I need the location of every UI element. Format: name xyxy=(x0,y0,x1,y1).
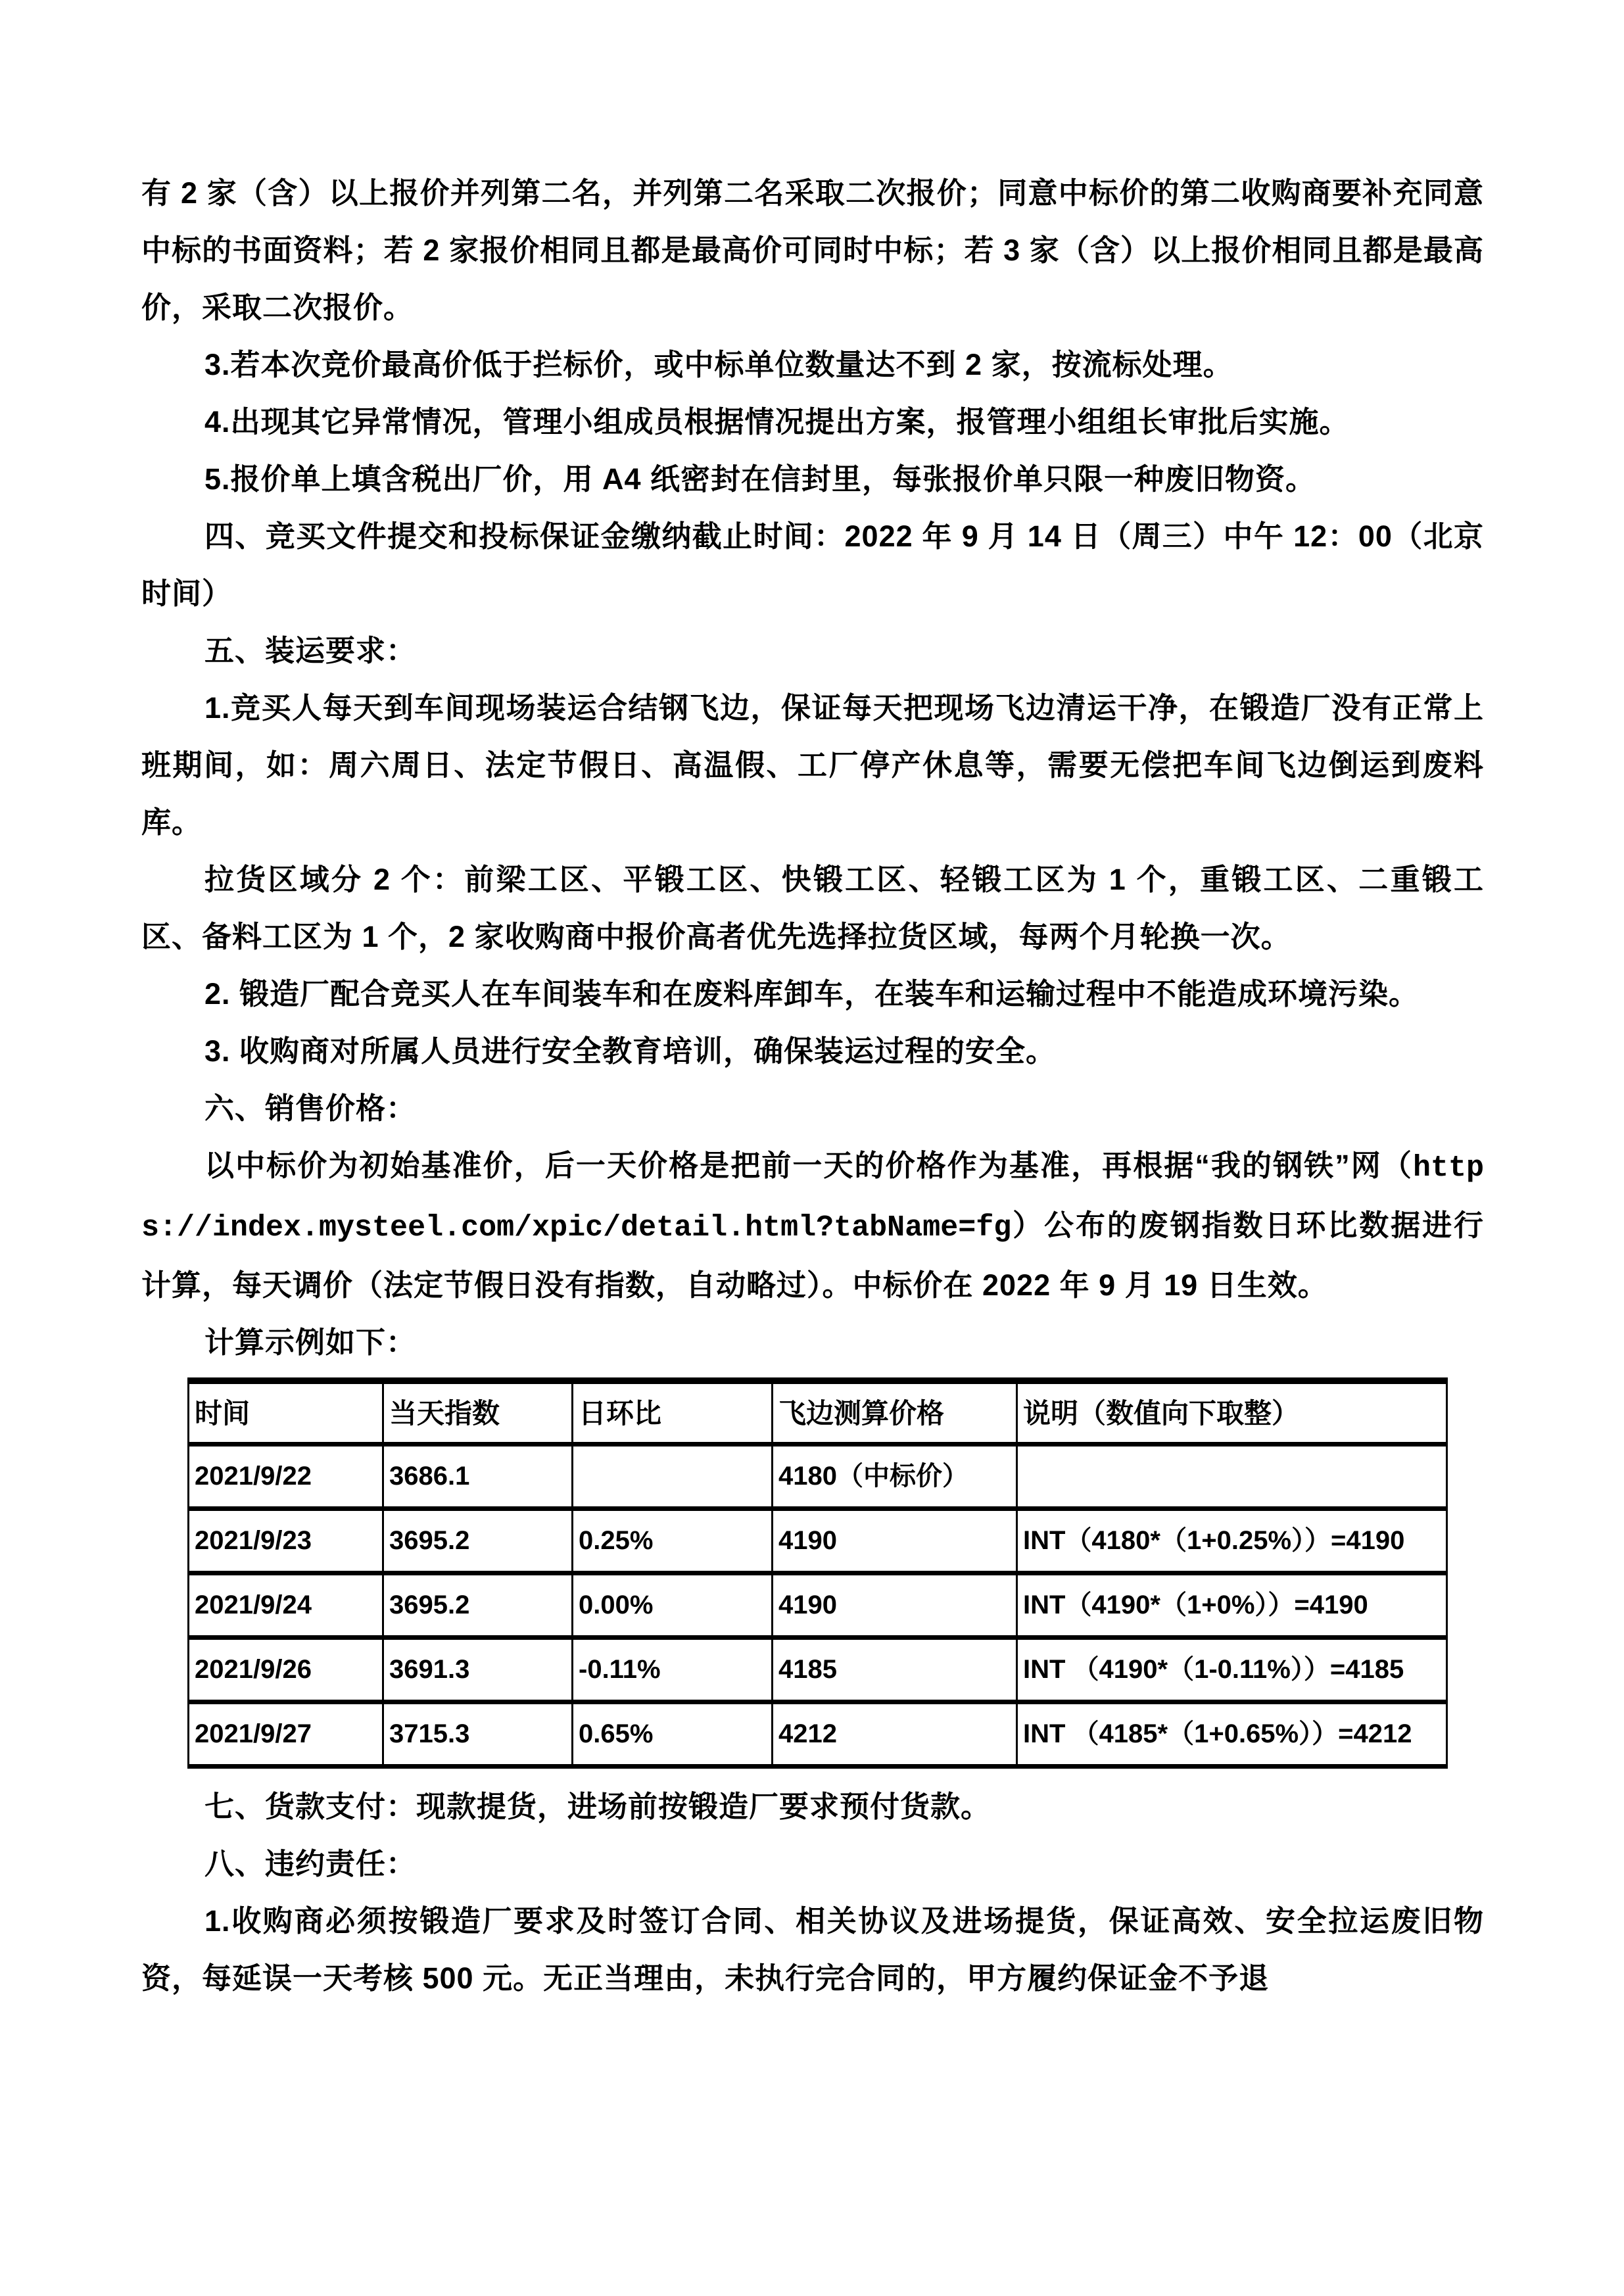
paragraph-continuation-second-bid: 有 2 家（含）以上报价并列第二名，并列第二名采取二次报价；同意中标价的第二收购商要补充同意中标的书面资料；若 2 家报价相同且都是最高价可同时中标；若 3 家（含）以上报价相同且都是最高价，采取二次报价。 xyxy=(141,176,1484,324)
table-cell: INT （4185*（1+0.65%））=4212 xyxy=(1017,1702,1447,1767)
section-7-payment: 七、货款支付：现款提货，进场前按锻造厂要求预付货款。 xyxy=(204,1790,991,1823)
table-row xyxy=(189,1445,1447,1509)
table-cell xyxy=(573,1445,773,1509)
calc-example-label: 计算示例如下： xyxy=(204,1326,417,1359)
table-cell: 2021/9/24 xyxy=(189,1573,383,1638)
table-row xyxy=(189,1702,1447,1767)
column-header-ratio: 日环比 xyxy=(573,1381,773,1445)
table-cell: 4180（中标价） xyxy=(773,1445,1017,1509)
table-cell: INT （4190*（1-0.11%））=4185 xyxy=(1017,1638,1447,1702)
column-header-index: 当天指数 xyxy=(383,1381,573,1445)
price-description-pre: 以中标价为初始基准价，后一天价格是把前一天的价格作为基准，再根据“我的钢铁”网（ xyxy=(204,1149,1413,1182)
table-cell: 4190 xyxy=(773,1509,1017,1573)
column-header-note: 说明（数值向下取整） xyxy=(1017,1381,1447,1445)
table-row xyxy=(189,1509,1447,1573)
price-description xyxy=(141,1137,1484,1314)
shipping-item-1: 1.竞买人每天到车间现场装运合结钢飞边，保证每天把现场飞边清运干净，在锻造厂没有正常上班期间，如：周六周日、法定节假日、高温假、工厂停产休息等，需要无偿把车间飞边倒运到废料库。 xyxy=(141,691,1484,839)
table-cell: 3695.2 xyxy=(383,1573,573,1638)
table-cell xyxy=(1017,1445,1447,1509)
table-row xyxy=(189,1638,1447,1702)
shipping-item-2: 2. 锻造厂配合竞买人在车间装车和在废料库卸车，在装车和运输过程中不能造成环境污染。 xyxy=(204,977,1420,1011)
section-4-deadline: 四、竞买文件提交和投标保证金缴纳截止时间：2022 年 9 月 14 日（周三）中午 12：00（北京时间） xyxy=(141,519,1484,610)
liability-item-1: 1.收购商必须按锻造厂要求及时签订合同、相关协议及进场提货，保证高效、安全拉运废旧物资，每延误一天考核 500 元。无正当理由，未执行完合同的，甲方履约保证金不予退 xyxy=(141,1904,1484,1995)
table-cell: 4190 xyxy=(773,1573,1017,1638)
paragraph-item-4-exceptions: 4.出现其它异常情况，管理小组成员根据情况提出方案，报管理小组组长审批后实施。 xyxy=(204,405,1350,439)
table-cell: 4185 xyxy=(773,1638,1017,1702)
column-header-time: 时间 xyxy=(189,1381,383,1445)
table-cell: 2021/9/27 xyxy=(189,1702,383,1767)
table-cell: 3695.2 xyxy=(383,1509,573,1573)
table-header-row xyxy=(189,1381,1447,1445)
shipping-item-3: 3. 收购商对所属人员进行安全教育培训，确保装运过程的安全。 xyxy=(204,1034,1057,1068)
section-8-liability-heading: 八、违约责任： xyxy=(204,1847,417,1880)
paragraph-item-3-flow-bid: 3.若本次竞价最高价低于拦标价，或中标单位数量达不到 2 家，按流标处理。 xyxy=(204,348,1233,381)
table-cell: 0.00% xyxy=(573,1573,773,1638)
table-cell: 0.65% xyxy=(573,1702,773,1767)
table-cell: INT（4180*（1+0.25%））=4190 xyxy=(1017,1509,1447,1573)
table-cell: -0.11% xyxy=(573,1638,773,1702)
table-cell: 3686.1 xyxy=(383,1445,573,1509)
table-cell: 4212 xyxy=(773,1702,1017,1767)
shipping-areas: 拉货区域分 2 个：前梁工区、平锻工区、快锻工区、轻锻工区为 1 个，重锻工区、二重锻工区、备料工区为 1 个，2 家收购商中报价高者优先选择拉货区域，每两个月轮换一次。 xyxy=(141,863,1484,953)
calculation-example-table xyxy=(187,1377,1448,1769)
section-5-shipping-heading: 五、装运要求： xyxy=(204,634,417,667)
table-cell: 3715.3 xyxy=(383,1702,573,1767)
table-cell: 3691.3 xyxy=(383,1638,573,1702)
table-cell: 2021/9/22 xyxy=(189,1445,383,1509)
paragraph-item-5-quotation-sheet: 5.报价单上填含税出厂价，用 A4 纸密封在信封里，每张报价单只限一种废旧物资。 xyxy=(204,462,1316,496)
table-cell: 2021/9/23 xyxy=(189,1509,383,1573)
table-cell: INT（4190*（1+0%））=4190 xyxy=(1017,1573,1447,1638)
table-cell: 0.25% xyxy=(573,1509,773,1573)
column-header-price: 飞边测算价格 xyxy=(773,1381,1017,1445)
table-row xyxy=(189,1573,1447,1638)
price-description-post: ）公布的废钢指数日环比数据进行计算，每天调价（法定节假日没有指数，自动略过）。中标价在 2022 年 9 月 19 日生效。 xyxy=(141,1208,1484,1302)
section-6-price-heading: 六、销售价格： xyxy=(204,1091,417,1125)
table-cell: 2021/9/26 xyxy=(189,1638,383,1702)
mysteel-url: https://index.mysteel.com/xpic/detail.html?tabName=fg xyxy=(141,1151,1484,1245)
